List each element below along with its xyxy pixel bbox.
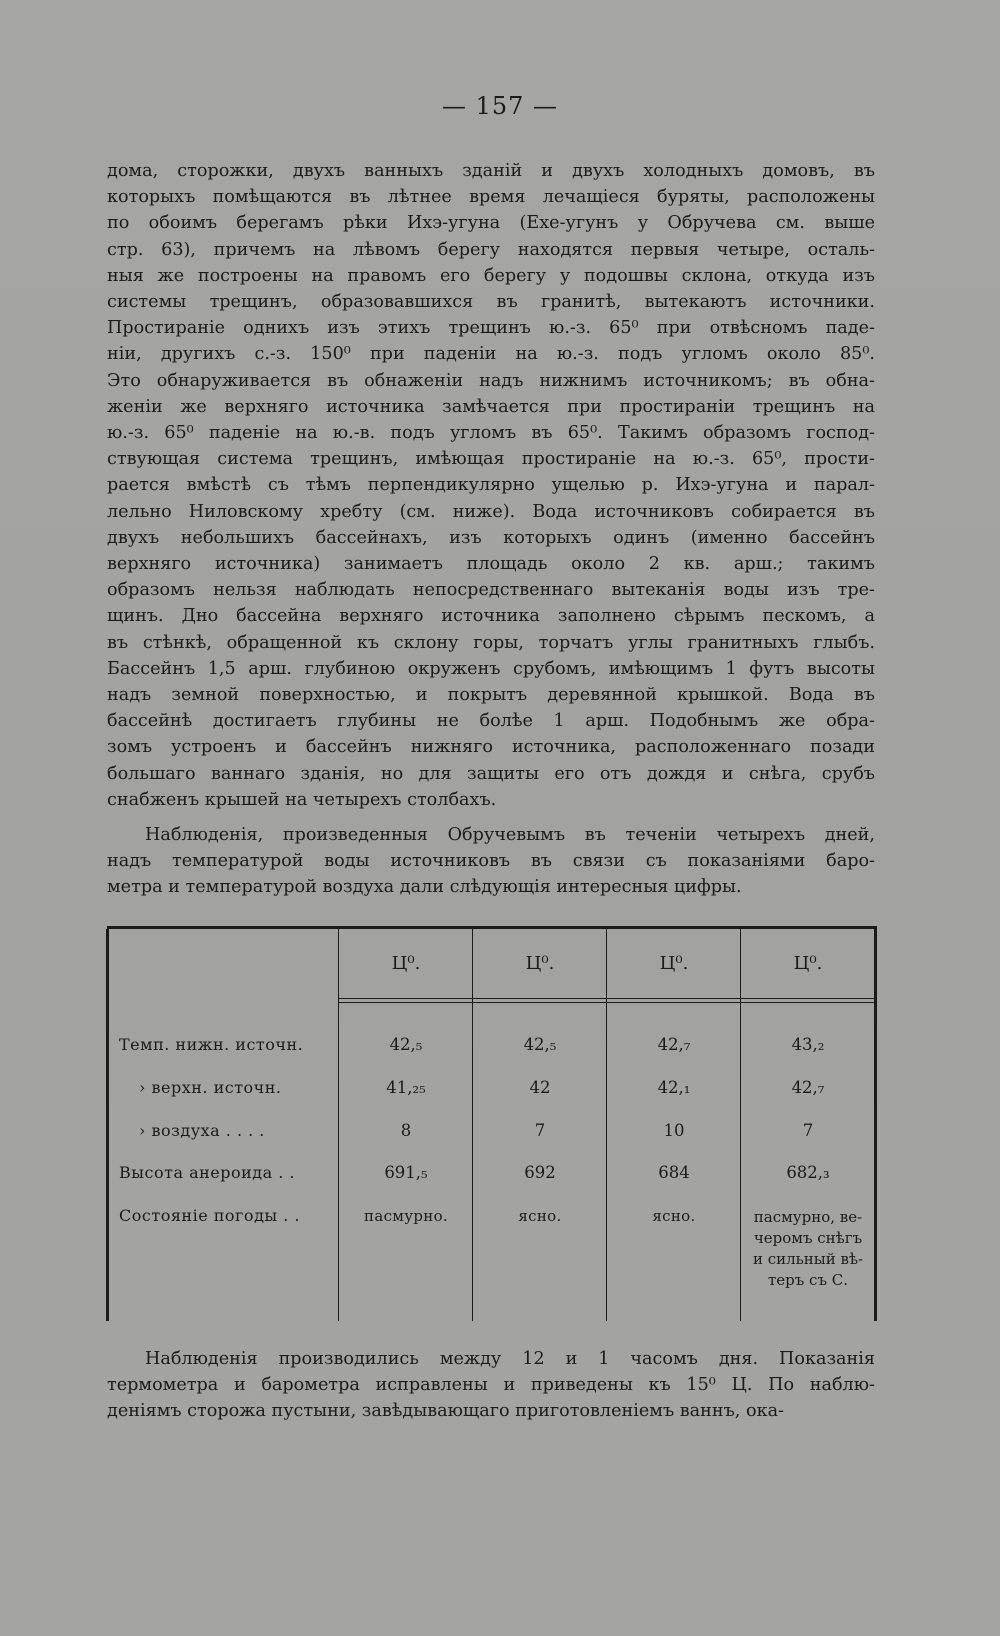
col-header-2: Ц⁰. (525, 953, 555, 974)
table-cell: 684 (658, 1163, 690, 1182)
text-line: которыхъ помѣщаются въ лѣтнее время лечащіеся буряты, расположены (107, 187, 875, 208)
text-line: въ стѣнкѣ, обращенной къ склону горы, торчатъ углы гранитныхъ глыбъ. (107, 632, 875, 653)
table-cell: 43,₂ (791, 1035, 825, 1054)
table-col-divider (606, 929, 607, 1321)
table-border-right (874, 929, 877, 1321)
table-cell: 692 (524, 1163, 556, 1182)
table-cell: 7 (802, 1121, 814, 1140)
table-cell: 42,₅ (389, 1035, 423, 1054)
page-number: — 157 — (441, 92, 559, 120)
table-cell: ясно. (652, 1207, 696, 1225)
text-line: Простираніе однихъ изъ этихъ трещинъ ю.-з. 65⁰ при отвѣсномъ паде- (107, 318, 875, 339)
text-line: термометра и барометра исправлены и приведены къ 15⁰ Ц. По наблю- (107, 1375, 875, 1396)
table-cell: 42 (529, 1078, 551, 1097)
text-line: системы трещинъ, образовавшихся въ гранитѣ, вытекаютъ источники. (107, 292, 875, 313)
text-line: ныя же построены на правомъ его берегу у подошвы склона, откуда изъ (107, 265, 875, 286)
paragraph-observations-intro (107, 822, 875, 901)
text-line: Наблюденія, произведенныя Обручевымъ въ теченіи четырехъ дней, (145, 825, 875, 845)
weather-line: и сильный вѣ- (752, 1250, 864, 1268)
text-line: Бассейнъ 1,5 арш. глубиною окруженъ срубомъ, имѣющимъ 1 футъ высоты (107, 658, 875, 679)
text-line: рается вмѣстѣ съ тѣмъ перпендикулярно ущелью р. Ихэ-угуна и парал- (107, 475, 875, 496)
weather-line: черомъ снѣгъ (753, 1229, 863, 1247)
header-rule (338, 998, 877, 999)
text-line: верхняго источника) занимаетъ площадь около 2 кв. арш.; такимъ (107, 554, 875, 575)
weather-line: теръ съ С. (767, 1271, 849, 1289)
table-cell: 42,₅ (523, 1035, 557, 1054)
text-line: ніи, другихъ с.-з. 150⁰ при паденіи на ю.-з. подъ угломъ около 85⁰. (107, 344, 875, 365)
text-line: образомъ нельзя наблюдать непосредственнаго вытеканія воды изъ тре- (107, 580, 875, 601)
row-label-weather: Состояніе погоды . . (119, 1206, 300, 1225)
text-line: зомъ устроенъ и бассейнъ нижняго источника, расположеннаго позади (107, 737, 875, 758)
text-line: по обоимъ берегамъ рѣки Ихэ-угуна (Ехе-угунъ у Обручева см. выше (107, 213, 875, 234)
text-line: ю.-з. 65⁰ паденіе на ю.-в. подъ угломъ въ 65⁰. Такимъ образомъ господ- (107, 423, 875, 444)
table-cell-weather-multiline (742, 1207, 874, 1291)
text-line: лельно Ниловскому хребту (см. ниже). Вода источниковъ собирается въ (107, 501, 875, 522)
table-cell: 42,₇ (657, 1035, 691, 1054)
table-cell: ясно. (518, 1207, 562, 1225)
text-line: большаго ваннаго зданія, но для защиты его отъ дождя и снѣга, срубъ (107, 763, 875, 784)
text-line: Это обнаруживается въ обнаженіи надъ нижнимъ источникомъ; въ обна- (107, 370, 875, 391)
col-header-3: Ц⁰. (659, 953, 689, 974)
table-cell: 7 (534, 1121, 546, 1140)
table-border-left (106, 929, 109, 1321)
text-line: щинъ. Дно бассейна верхняго источника заполнено сѣрымъ пескомъ, а (107, 606, 875, 627)
text-line: Наблюденія производились между 12 и 1 часомъ дня. Показанія (145, 1349, 875, 1369)
table-cell: пасмурно. (364, 1207, 448, 1225)
text-line: дома, сторожки, двухъ ванныхъ зданій и двухъ холодныхъ домовъ, въ (107, 161, 875, 181)
table-cell: 42,₇ (791, 1078, 825, 1097)
text-line: стр. 63), причемъ на лѣвомъ берегу находятся первыя четыре, осталь- (107, 239, 875, 260)
table-cell: 691,₅ (384, 1163, 428, 1182)
text-line: надъ температурой воды источниковъ въ связи съ показаніями баро- (107, 851, 875, 872)
table-cell: 41,₂₅ (386, 1078, 426, 1097)
text-line: женіи же верхняго источника замѣчается при простираніи трещинъ на (107, 396, 875, 417)
table-col-divider (472, 929, 473, 1321)
row-label-lower-spring: Темп. нижн. источн. (119, 1035, 304, 1054)
text-line: ствующая система трещинъ, имѣющая простираніе на ю.-з. 65⁰, прости- (107, 449, 875, 470)
text-line: надъ земной поверхностью, и покрытъ деревянной крышкой. Вода въ (107, 685, 875, 706)
text-line: двухъ небольшихъ бассейнахъ, изъ которыхъ одинъ (именно бассейнъ (107, 527, 875, 548)
weather-line: пасмурно, ве- (753, 1208, 863, 1226)
table-cell: 8 (400, 1121, 412, 1140)
table-cell: 42,₁ (657, 1078, 691, 1097)
text-line: метра и температурой воздуха дали слѣдующія интересныя цифры. (107, 877, 742, 898)
row-label-air: › воздуха . . . . (139, 1121, 265, 1140)
header-rule (338, 1002, 877, 1003)
col-header-1: Ц⁰. (391, 953, 421, 974)
paragraph-observation-notes (107, 1346, 875, 1425)
observations-table (107, 926, 877, 1321)
row-label-aneroid: Высота анероида . . (119, 1163, 296, 1182)
col-header-4: Ц⁰. (793, 953, 823, 974)
table-col-divider (338, 929, 339, 1321)
table-cell: 10 (663, 1121, 685, 1140)
table-cell: 682,₃ (786, 1163, 830, 1182)
text-line: снабженъ крышей на четырехъ столбахъ. (107, 789, 497, 810)
text-line: бассейнѣ достигаетъ глубины не болѣе 1 арш. Подобнымъ же обра- (107, 711, 875, 732)
row-label-upper-spring: › верхн. источн. (139, 1078, 282, 1097)
table-col-divider (740, 929, 741, 1321)
paragraph-springs-description (107, 158, 875, 813)
text-line: деніямъ сторожа пустыни, завѣдывающаго приготовленіемъ ваннъ, ока- (107, 1401, 784, 1422)
